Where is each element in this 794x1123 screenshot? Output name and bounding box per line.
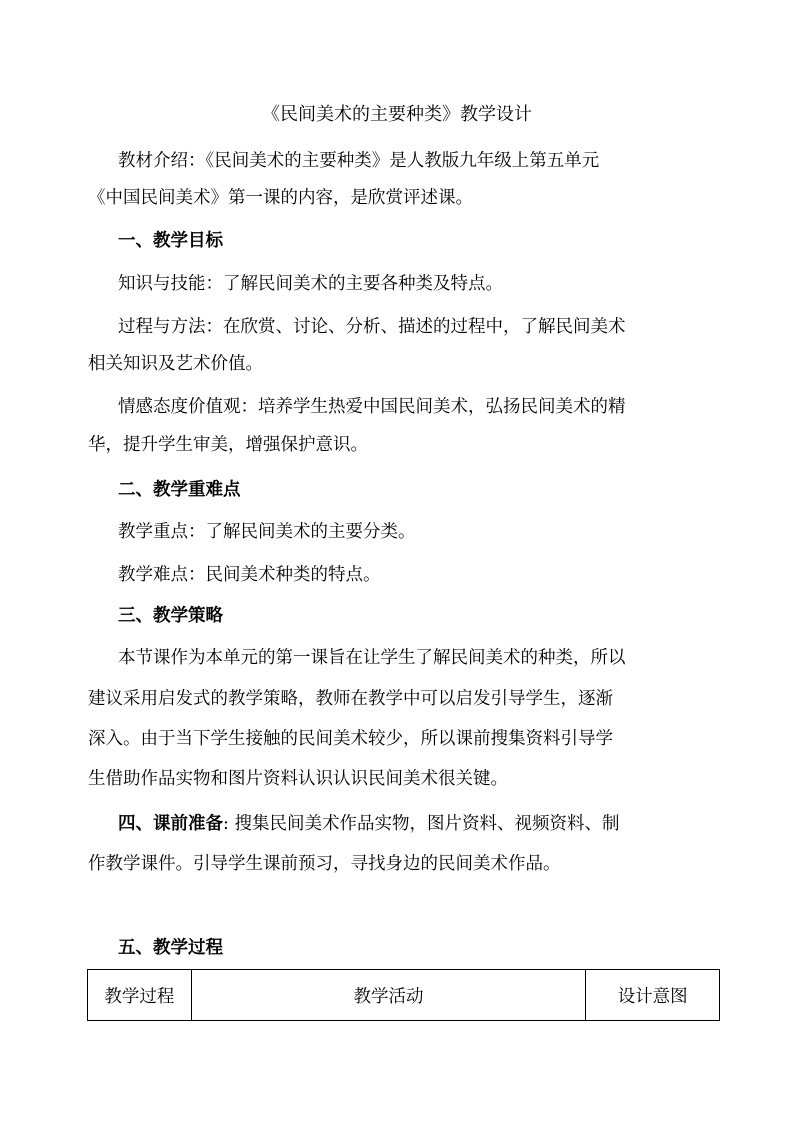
objective-process-line-2: 相关知识及艺术价值。 — [88, 354, 263, 374]
objective-emotion-line-1: 情感态度价值观：培养学生热爱中国民间美术，弘扬民间美术的精 — [118, 397, 626, 417]
preparation-line-2: 作教学课件。引导学生课前预习，寻找身边的民间美术作品。 — [88, 854, 561, 874]
strategy-line-4: 生借助作品实物和图片资料认识认识民间美术很关键。 — [88, 769, 508, 789]
table-header-process: 教学过程 — [88, 970, 192, 1021]
difficult-point: 教学难点：民间美术种类的特点。 — [118, 565, 381, 585]
heading-key-points: 二、教学重难点 — [118, 480, 241, 500]
preparation-text: : 搜集民间美术作品实物，图片资料、视频资料、制 — [223, 814, 620, 834]
strategy-line-3: 深入。由于当下学生接触的民间美术较少，所以课前搜集资料引导学 — [88, 729, 613, 749]
intro-line-2: 《中国民间美术》第一课的内容，是欣赏评述课。 — [88, 188, 473, 208]
objective-process-line-1: 过程与方法：在欣赏、讨论、分析、描述的过程中，了解民间美术 — [118, 317, 626, 337]
document-title: 《民间美术的主要种类》教学设计 — [262, 104, 532, 125]
intro-line-1: 教材介绍：《民间美术的主要种类》是人教版九年级上第五单元 — [118, 151, 600, 171]
heading-strategy: 三、教学策略 — [118, 606, 223, 626]
heading-preparation: 四、课前准备 — [118, 814, 223, 834]
process-table — [87, 969, 720, 1021]
objective-emotion-line-2: 华，提升学生审美，增强保护意识。 — [88, 435, 368, 455]
table-header-row — [88, 970, 720, 1021]
strategy-line-2: 建议采用启发式的教学策略，教师在教学中可以启发引导学生，逐渐 — [88, 689, 613, 709]
key-point: 教学重点：了解民间美术的主要分类。 — [118, 522, 416, 542]
objective-knowledge: 知识与技能：了解民间美术的主要各种类及特点。 — [118, 274, 503, 294]
preparation-line-1 — [118, 812, 619, 836]
strategy-line-1: 本节课作为本单元的第一课旨在让学生了解民间美术的种类，所以 — [118, 648, 626, 668]
table-header-activity: 教学活动 — [191, 970, 586, 1021]
heading-process: 五、教学过程 — [118, 938, 223, 958]
heading-objectives: 一、教学目标 — [118, 231, 223, 251]
table-header-intent: 设计意图 — [586, 970, 720, 1021]
